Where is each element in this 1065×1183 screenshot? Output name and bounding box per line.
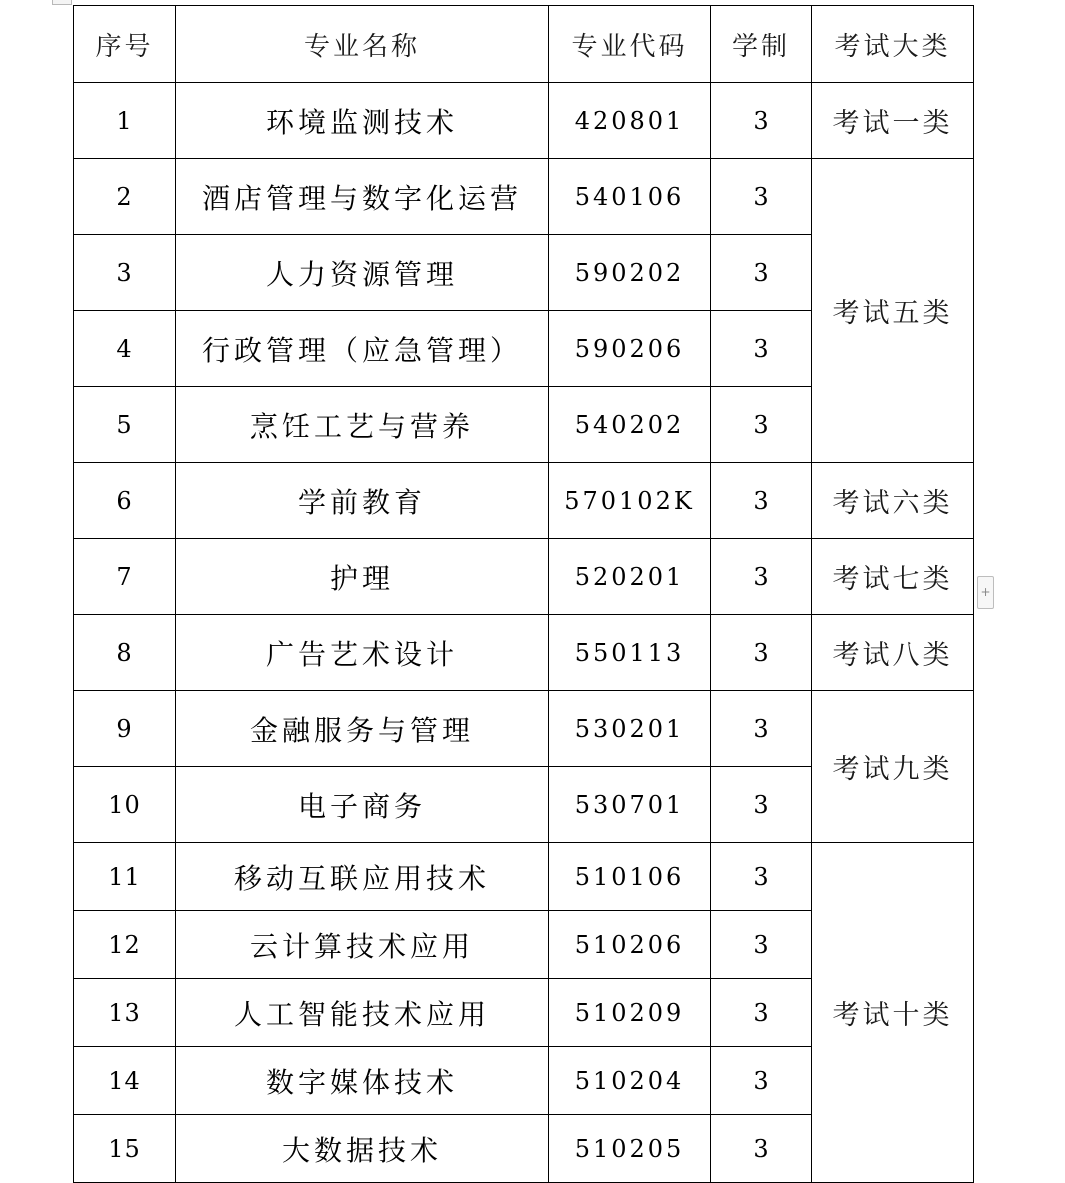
row-index: 11 (74, 843, 176, 911)
major-name: 电子商务 (176, 767, 549, 843)
table-row (74, 615, 974, 691)
table-row (74, 83, 974, 159)
major-code: 420801 (549, 83, 711, 159)
exam-category: 考试八类 (812, 615, 974, 691)
major-name: 学前教育 (176, 463, 549, 539)
exam-category: 考试五类 (812, 159, 974, 463)
major-name: 烹饪工艺与营养 (176, 387, 549, 463)
table-row (74, 159, 974, 235)
major-code: 540202 (549, 387, 711, 463)
study-years: 3 (711, 235, 812, 311)
row-index: 14 (74, 1047, 176, 1115)
row-index: 1 (74, 83, 176, 159)
study-years: 3 (711, 159, 812, 235)
major-name: 金融服务与管理 (176, 691, 549, 767)
table-row (74, 463, 974, 539)
row-index: 13 (74, 979, 176, 1047)
row-index: 15 (74, 1115, 176, 1183)
major-code: 530701 (549, 767, 711, 843)
major-code: 510106 (549, 843, 711, 911)
study-years: 3 (711, 843, 812, 911)
row-index: 6 (74, 463, 176, 539)
study-years: 3 (711, 767, 812, 843)
table-row (74, 539, 974, 615)
major-name: 广告艺术设计 (176, 615, 549, 691)
row-index: 5 (74, 387, 176, 463)
study-years: 3 (711, 387, 812, 463)
row-index: 7 (74, 539, 176, 615)
study-years: 3 (711, 311, 812, 387)
study-years: 3 (711, 463, 812, 539)
header-index: 序号 (74, 6, 176, 83)
major-name: 数字媒体技术 (176, 1047, 549, 1115)
major-name: 行政管理（应急管理） (176, 311, 549, 387)
study-years: 3 (711, 1115, 812, 1183)
header-row (74, 6, 974, 83)
row-index: 12 (74, 911, 176, 979)
major-name: 环境监测技术 (176, 83, 549, 159)
major-name: 移动互联应用技术 (176, 843, 549, 911)
header-years: 学制 (711, 6, 812, 83)
table-row (74, 843, 974, 911)
row-index: 3 (74, 235, 176, 311)
major-code: 570102K (549, 463, 711, 539)
major-code: 540106 (549, 159, 711, 235)
row-index: 9 (74, 691, 176, 767)
row-index: 4 (74, 311, 176, 387)
major-code: 590206 (549, 311, 711, 387)
exam-category: 考试一类 (812, 83, 974, 159)
study-years: 3 (711, 691, 812, 767)
row-index: 10 (74, 767, 176, 843)
exam-category: 考试七类 (812, 539, 974, 615)
row-index: 2 (74, 159, 176, 235)
major-name: 护理 (176, 539, 549, 615)
major-code: 530201 (549, 691, 711, 767)
exam-category: 考试九类 (812, 691, 974, 843)
add-row-button[interactable]: + (977, 576, 994, 609)
exam-category: 考试十类 (812, 843, 974, 1183)
major-code: 510209 (549, 979, 711, 1047)
major-code: 510206 (549, 911, 711, 979)
major-code: 590202 (549, 235, 711, 311)
exam-category: 考试六类 (812, 463, 974, 539)
row-index: 8 (74, 615, 176, 691)
major-code: 520201 (549, 539, 711, 615)
header-category: 考试大类 (812, 6, 974, 83)
study-years: 3 (711, 911, 812, 979)
study-years: 3 (711, 615, 812, 691)
major-table (73, 5, 974, 1183)
study-years: 3 (711, 1047, 812, 1115)
major-code: 510205 (549, 1115, 711, 1183)
major-name: 人工智能技术应用 (176, 979, 549, 1047)
major-name: 酒店管理与数字化运营 (176, 159, 549, 235)
study-years: 3 (711, 83, 812, 159)
major-code: 510204 (549, 1047, 711, 1115)
major-name: 大数据技术 (176, 1115, 549, 1183)
major-name: 人力资源管理 (176, 235, 549, 311)
study-years: 3 (711, 979, 812, 1047)
major-code: 550113 (549, 615, 711, 691)
header-code: 专业代码 (549, 6, 711, 83)
header-name: 专业名称 (176, 6, 549, 83)
major-name: 云计算技术应用 (176, 911, 549, 979)
table-row (74, 691, 974, 767)
study-years: 3 (711, 539, 812, 615)
table-move-handle[interactable] (52, 0, 72, 5)
